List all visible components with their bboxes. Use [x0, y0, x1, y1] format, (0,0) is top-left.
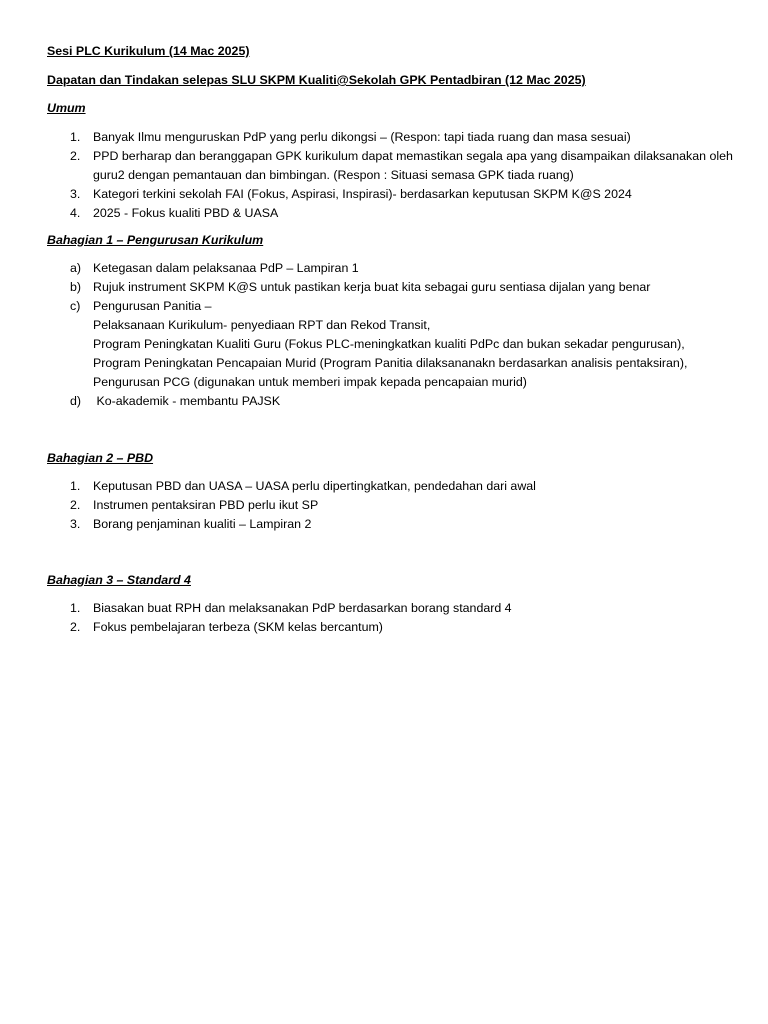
list-marker: d): [70, 394, 82, 408]
list-marker: 2.: [70, 498, 81, 512]
list-item-text: Kategori terkini sekolah FAI (Fokus, Aspirasi, Inspirasi)- berdasarkan keputusan SKPM K@S 2024: [93, 187, 632, 201]
list-item-text: PPD berharap dan beranggapan GPK kurikulum dapat memastikan segala apa yang disampaikan dilaksanakan oleh guru2 dengan pemantauan dan bimbingan. (Respon : Situasi semasa GPK tiada ruang): [93, 149, 733, 182]
list-marker: c): [70, 299, 81, 313]
bahagian-3-list: [47, 599, 737, 637]
list-item-line: Pengurusan PCG (digunakan untuk memberi impak kepada pencapaian murid): [93, 375, 527, 389]
list-marker: 2.: [70, 620, 81, 634]
list-item-text: Instrumen pentaksiran PBD perlu ikut SP: [93, 498, 319, 512]
section-heading-umum: Umum: [47, 101, 86, 115]
list-item-line: Program Peningkatan Pencapaian Murid (Program Panitia dilaksananakn berdasarkan analisis pentaksiran),: [93, 356, 688, 370]
umum-list: [47, 128, 737, 223]
list-item-text: 2025 - Fokus kualiti PBD & UASA: [93, 206, 279, 220]
list-item: [47, 477, 737, 496]
session-title: Sesi PLC Kurikulum (14 Mac 2025): [47, 44, 250, 58]
list-marker: 1.: [70, 601, 81, 615]
section-heading-bahagian-2: Bahagian 2 – PBD: [47, 451, 154, 465]
list-item-text: Fokus pembelajaran terbeza (SKM kelas bercantum): [93, 620, 383, 634]
bahagian-2-list: [47, 477, 737, 534]
list-item: [47, 185, 737, 204]
list-item-text: Banyak Ilmu menguruskan PdP yang perlu dikongsi – (Respon: tapi tiada ruang dan masa sesuai): [93, 130, 631, 144]
list-item-text: Rujuk instrument SKPM K@S untuk pastikan kerja buat kita sebagai guru sentiasa dijalan yang benar: [93, 280, 651, 294]
list-item-line: Pengurusan Panitia –: [93, 299, 212, 313]
list-item: [47, 128, 737, 147]
list-item: [47, 618, 737, 637]
list-item: [47, 392, 737, 411]
section-heading-bahagian-1: Bahagian 1 – Pengurusan Kurikulum: [47, 233, 264, 247]
list-marker: 1.: [70, 130, 81, 144]
list-item: [47, 204, 737, 223]
bahagian-1-list: [47, 259, 737, 411]
list-item-text: Borang penjaminan kualiti – Lampiran 2: [93, 517, 312, 531]
list-marker: 4.: [70, 206, 81, 220]
list-item-text: Keputusan PBD dan UASA – UASA perlu dipertingkatkan, pendedahan dari awal: [93, 479, 536, 493]
list-item-line: Pelaksanaan Kurikulum- penyediaan RPT dan Rekod Transit,: [93, 318, 431, 332]
list-item-line: Program Peningkatan Kualiti Guru (Fokus PLC-meningkatkan kualiti PdPc dan bukan sekadar pengurusan),: [93, 337, 685, 351]
list-item-text: Ketegasan dalam pelaksanaa PdP – Lampiran 1: [93, 261, 359, 275]
list-marker: 3.: [70, 187, 81, 201]
list-item: [47, 515, 737, 534]
document-subtitle: Dapatan dan Tindakan selepas SLU SKPM Kualiti@Sekolah GPK Pentadbiran (12 Mac 2025): [47, 73, 586, 87]
list-item: [47, 297, 737, 392]
list-marker: a): [70, 261, 82, 275]
list-item: [47, 496, 737, 515]
section-heading-bahagian-3: Bahagian 3 – Standard 4: [47, 573, 191, 587]
list-marker: 3.: [70, 517, 81, 531]
list-item: [47, 278, 737, 297]
list-item: [47, 599, 737, 618]
list-marker: 2.: [70, 149, 81, 163]
list-marker: b): [70, 280, 82, 294]
list-item-text: Biasakan buat RPH dan melaksanakan PdP berdasarkan borang standard 4: [93, 601, 512, 615]
list-item-text: Ko-akademik - membantu PAJSK: [93, 394, 281, 408]
list-marker: 1.: [70, 479, 81, 493]
list-item: [47, 259, 737, 278]
list-item-text: [93, 297, 737, 392]
list-item: [47, 147, 737, 185]
